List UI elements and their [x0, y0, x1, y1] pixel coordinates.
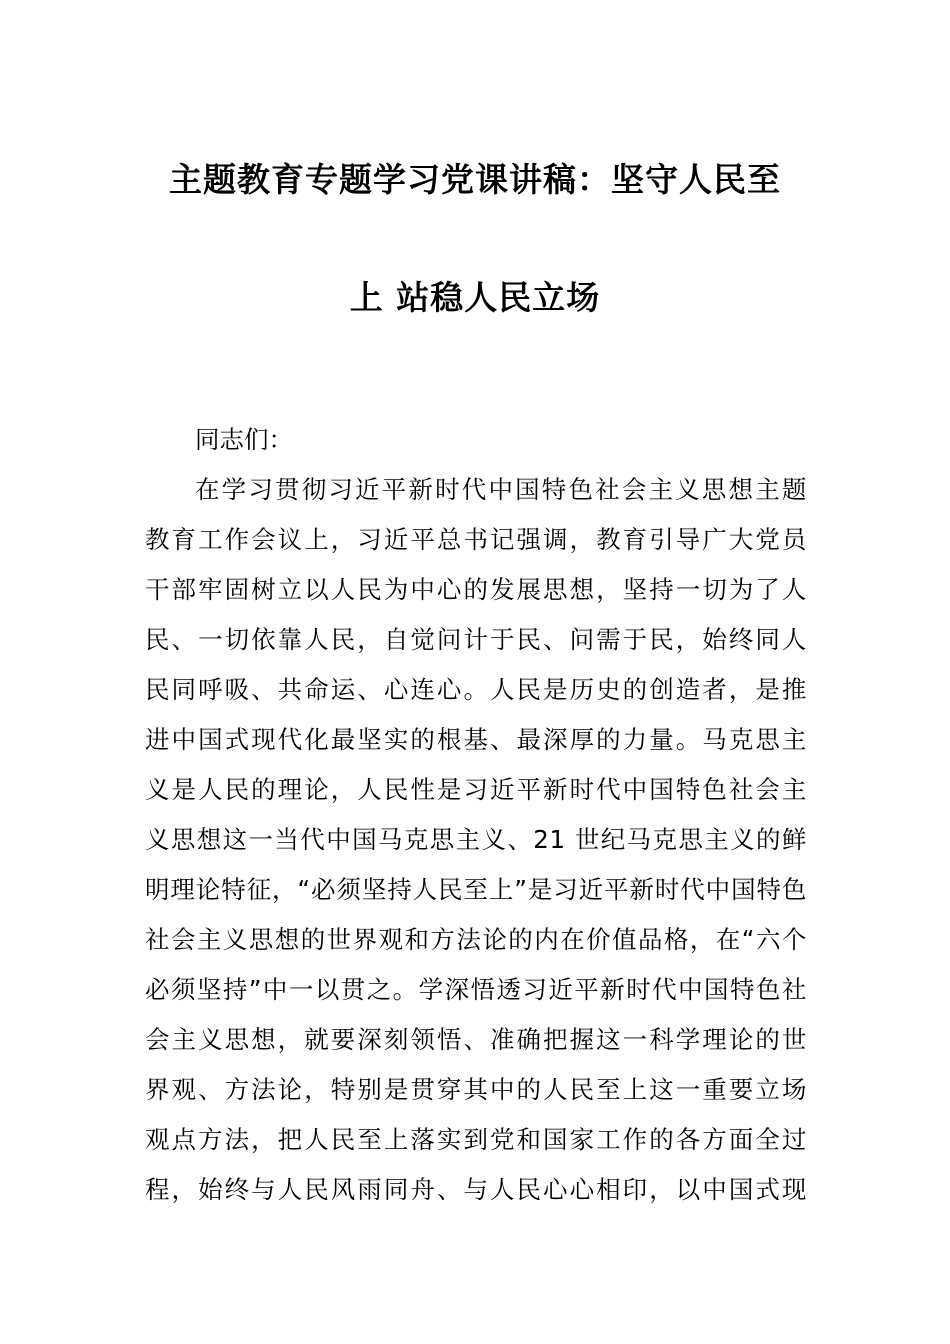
paragraph-line: 义是人民的理论，人民性是习近平新时代中国特色社会主	[145, 775, 807, 804]
paragraph-line: 程，始终与人民风雨同舟、与人民心心相印，以中国式现	[145, 1175, 807, 1204]
paragraph-line: 明理论特征，“必须坚持人民至上”是习近平新时代中国特色	[145, 875, 807, 904]
paragraph-line: 教育工作会议上，习近平总书记强调，教育引导广大党员	[145, 525, 807, 554]
body-paragraph	[145, 465, 807, 1215]
paragraph-line: 义思想这一当代中国马克思主义、21 世纪马克思主义的鲜	[145, 825, 807, 854]
paragraph-line: 民同呼吸、共命运、心连心。人民是历史的创造者，是推	[145, 675, 807, 704]
salutation: 同志们：	[195, 425, 293, 454]
paragraph-line: 社会主义思想的世界观和方法论的内在价值品格，在“六个	[145, 925, 807, 954]
paragraph-line: 进中国式现代化最坚实的根基、最深厚的力量。马克思主	[145, 725, 807, 754]
document-title-line-2: 上 站稳人民立场	[349, 278, 601, 317]
paragraph-line: 界观、方法论，特别是贯穿其中的人民至上这一重要立场	[145, 1075, 807, 1104]
document-title-line-1: 主题教育专题学习党课讲稿：坚守人民至	[169, 160, 781, 199]
paragraph-line: 干部牢固树立以人民为中心的发展思想，坚持一切为了人	[145, 575, 807, 604]
paragraph-line: 在学习贯彻习近平新时代中国特色社会主义思想主题	[195, 475, 807, 504]
paragraph-line: 观点方法，把人民至上落实到党和国家工作的各方面全过	[145, 1125, 807, 1154]
paragraph-line: 民、一切依靠人民，自觉问计于民、问需于民，始终同人	[145, 625, 807, 654]
paragraph-line: 必须坚持”中一以贯之。学深悟透习近平新时代中国特色社	[145, 975, 807, 1004]
paragraph-line: 会主义思想，就要深刻领悟、准确把握这一科学理论的世	[145, 1025, 807, 1054]
